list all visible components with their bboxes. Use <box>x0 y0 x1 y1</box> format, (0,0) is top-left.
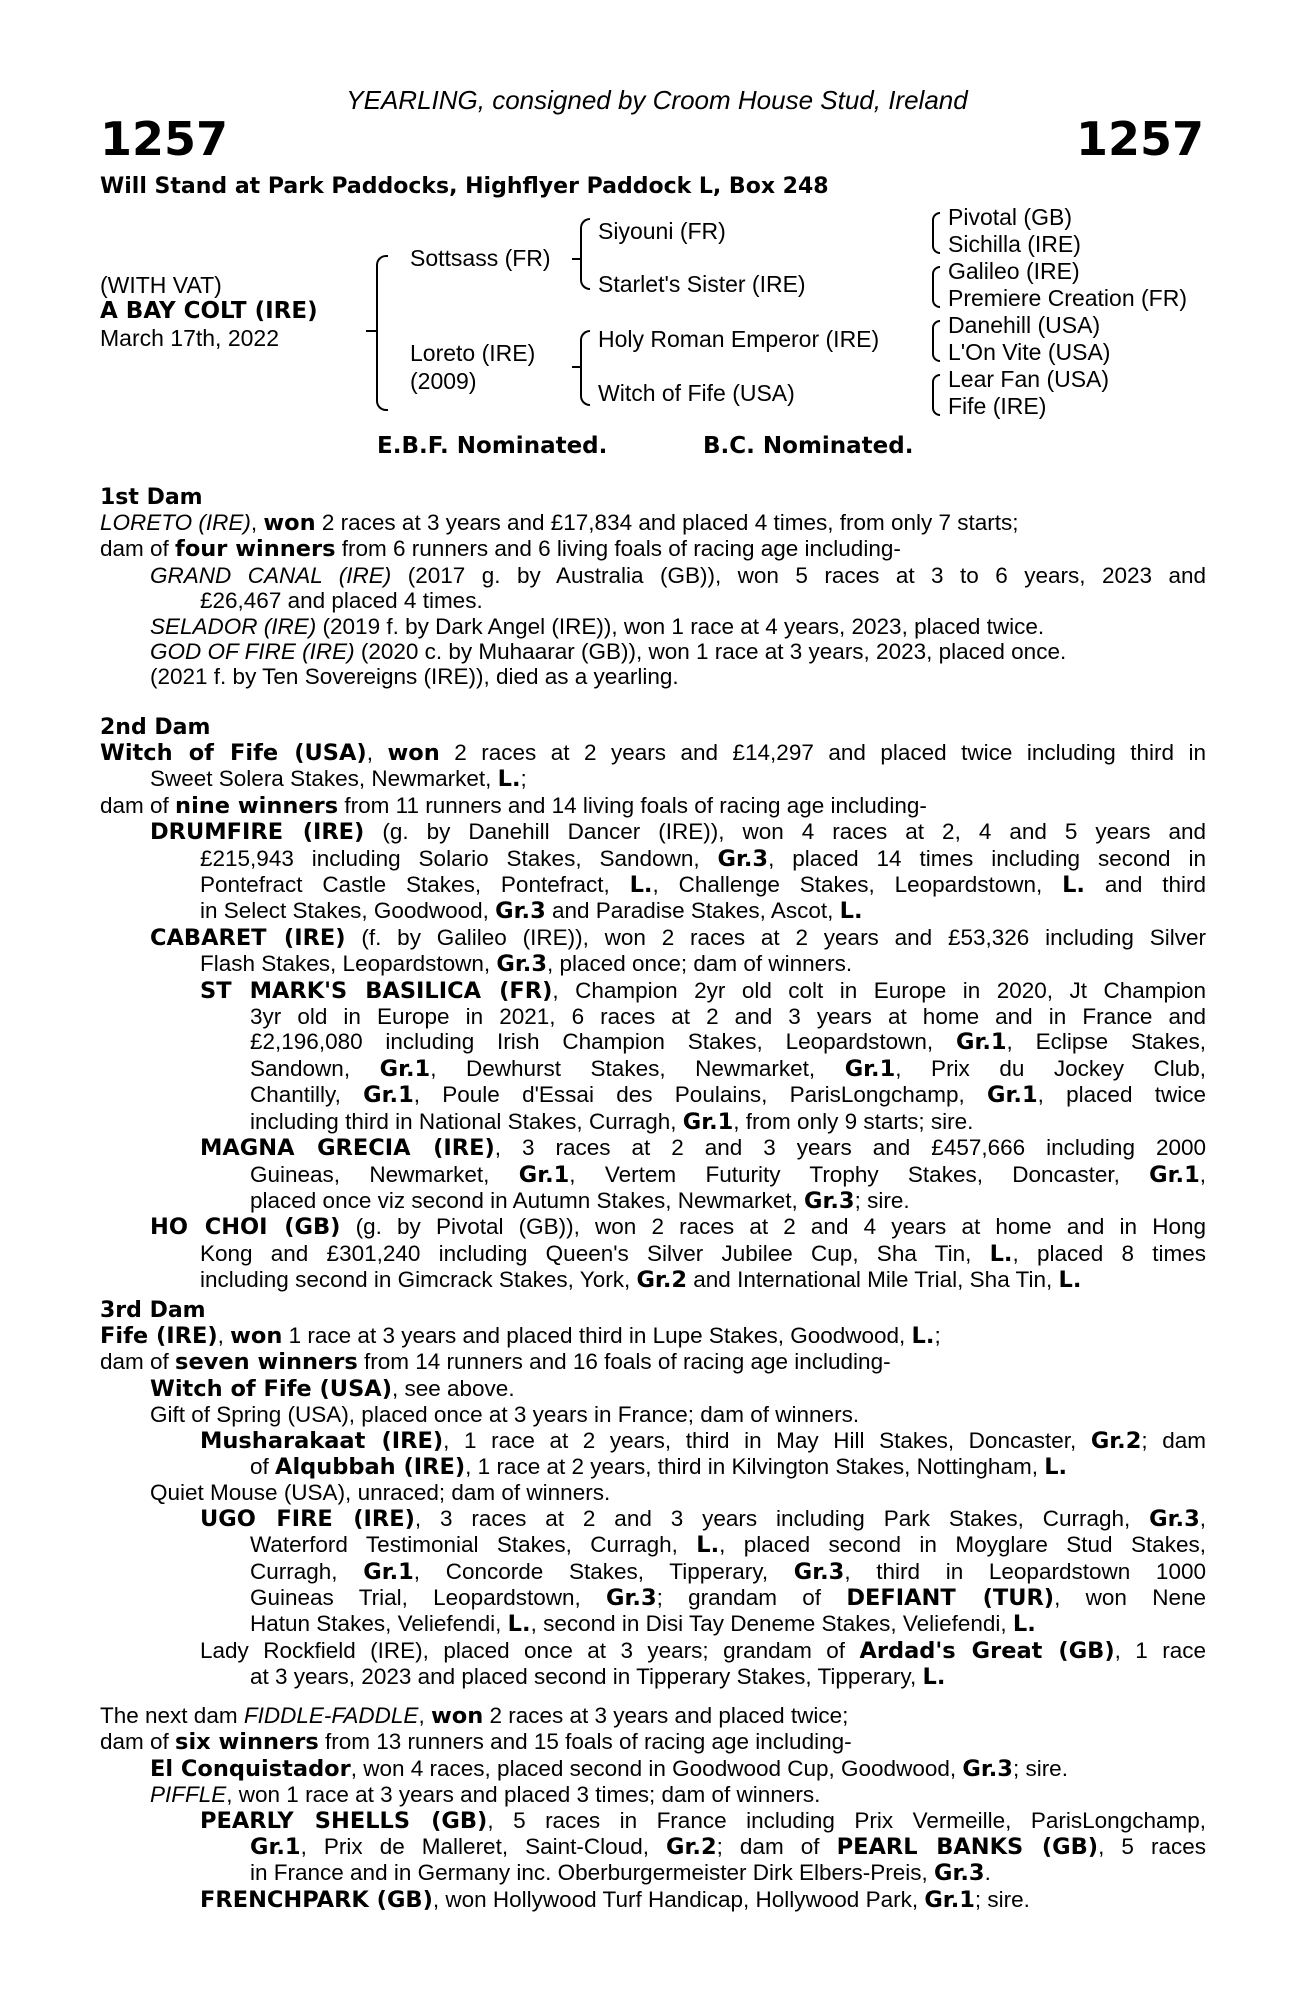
text-run: won <box>387 740 440 766</box>
text-run: CABARET (IRE) <box>150 924 346 951</box>
text-line <box>100 1162 1206 1188</box>
text-line <box>100 1082 1206 1108</box>
text-run: at 3 years, 2023 and placed second in Tipperary Stakes, Tipperary, <box>250 1664 923 1690</box>
dam: Loreto (IRE) <box>410 340 536 366</box>
text-run: L. <box>1058 1267 1082 1294</box>
text-run: ; grandam of <box>656 1585 847 1611</box>
text-run: L. <box>911 1323 935 1349</box>
text-run: , Vertem Futurity Trophy Stakes, Doncaster, <box>569 1161 1150 1187</box>
text-line <box>100 925 1206 951</box>
text-run: Sweet Solera Stakes, Newmarket, <box>150 766 498 792</box>
brace-tip <box>366 330 376 332</box>
text-run: GRAND CANAL (IRE) <box>150 562 392 588</box>
text-run: Gr.3 <box>793 1558 845 1585</box>
text-line <box>100 951 1206 977</box>
text-line <box>100 1585 1206 1611</box>
text-run: Gr.3 <box>606 1585 657 1612</box>
text-line <box>100 1323 1206 1349</box>
text-run: ST MARK'S BASILICA (FR) <box>200 977 553 1004</box>
pedigree-brace-g3 <box>932 320 940 362</box>
text-run: L. <box>989 1240 1013 1267</box>
text-line <box>100 1135 1206 1161</box>
text-run: Guineas Trial, Leopardstown, <box>250 1585 607 1611</box>
text-run: Alqubbah (IRE) <box>275 1454 466 1481</box>
text-line <box>100 872 1206 898</box>
text-run: , 1 race at 2 years, third in Kilvington Stakes, Nottingham, <box>465 1454 1045 1480</box>
text-run: four winners <box>175 536 336 563</box>
text-line <box>100 1559 1206 1585</box>
text-line <box>100 614 1206 639</box>
text-run: dam of <box>100 1729 176 1755</box>
text-run: seven winners <box>175 1349 358 1376</box>
text-run: , <box>1199 1505 1206 1531</box>
text-run: including third in National Stakes, Curragh, <box>250 1108 683 1134</box>
text-run: Gr.3 <box>496 951 547 978</box>
text-run: , Dewhurst Stakes, Newmarket, <box>430 1055 845 1081</box>
text-run: , Prix du Jockey Club, <box>895 1055 1207 1081</box>
text-run: L. <box>1012 1611 1036 1638</box>
text-run: , from only 9 starts; sire. <box>733 1108 974 1134</box>
sire-sire: Siyouni (FR) <box>598 218 726 244</box>
text-run: ; sire. <box>974 1886 1030 1912</box>
text-run: including second in Gimcrack Stakes, York, <box>200 1267 637 1293</box>
text-line <box>100 1056 1206 1082</box>
text-run: , Concorde Stakes, Tipperary, <box>413 1558 794 1584</box>
text-line: 3yr old in Europe in 2021, 6 races at 2 and 3 years at home and in France and <box>250 1004 1206 1030</box>
text-run: ; sire. <box>854 1187 910 1213</box>
text-run: L. <box>1062 872 1085 899</box>
text-run: , placed twice <box>1037 1082 1207 1108</box>
text-run: , Poule d'Essai des Poulains, ParisLongchamp, <box>413 1082 988 1108</box>
second-dam-paragraph <box>100 740 1206 1294</box>
ancestor-premiere-creation: Premiere Creation (FR) <box>948 285 1187 311</box>
text-run: FIDDLE-FADDLE <box>243 1703 419 1728</box>
text-run: , second in Disi Tay Deneme Stakes, Veliefendi, <box>530 1611 1013 1637</box>
text-run: won <box>430 1703 484 1729</box>
text-line <box>100 1506 1206 1532</box>
text-run: , won Hollywood Turf Handicap, Hollywood Park, <box>432 1886 925 1912</box>
sire-dam: Starlet's Sister (IRE) <box>598 271 806 297</box>
text-line <box>100 1267 1206 1293</box>
ebf-nomination: E.B.F. Nominated. <box>377 433 608 459</box>
pedigree-brace-g2 <box>932 266 940 308</box>
text-run: FRENCHPARK (GB) <box>200 1886 433 1913</box>
text-run: , third in Leopardstown 1000 <box>844 1558 1206 1584</box>
text-run: (2019 f. by Dark Angel (IRE)), won 1 race at 4 years, 2023, placed twice. <box>316 613 1045 639</box>
text-run: Curragh, <box>250 1558 364 1584</box>
text-run: ; <box>520 766 527 792</box>
text-run: HO CHOI (GB) <box>150 1214 341 1241</box>
text-line <box>100 1808 1206 1834</box>
text-run: , won Nene <box>1054 1585 1206 1611</box>
text-line <box>100 1454 1206 1480</box>
ancestor-fife: Fife (IRE) <box>948 393 1047 419</box>
text-run: Gr.1 <box>924 1886 975 1913</box>
pedigree-brace-dam <box>580 330 590 406</box>
text-run: Gr.2 <box>666 1834 717 1861</box>
brace-tip <box>572 258 580 260</box>
bc-nomination: B.C. Nominated. <box>703 433 914 459</box>
text-run: , Eclipse Stakes, <box>1006 1029 1206 1055</box>
lot-number-left: 1257 <box>100 112 229 166</box>
text-line <box>100 1729 1206 1755</box>
text-run: , Champion 2yr old colt in Europe in 2020, Jt Champion <box>552 977 1206 1003</box>
text-run: L. <box>629 872 653 899</box>
text-run: £215,943 including Solario Stakes, Sandown, <box>200 845 718 871</box>
text-line <box>100 563 1206 588</box>
text-run: , <box>250 510 264 535</box>
text-run: placed once viz second in Autumn Stakes, Newmarket, <box>250 1187 805 1213</box>
text-run: (g. by Pivotal (GB)), won 2 races at 2 and 4 years at home and in Hong <box>340 1214 1206 1240</box>
text-line <box>100 1188 1206 1214</box>
text-run: , Challenge Stakes, Leopardstown, <box>652 872 1063 898</box>
dam-dam: Witch of Fife (USA) <box>598 380 795 406</box>
text-run: , 5 races in France including Prix Vermeille, ParisLongchamp, <box>487 1807 1206 1833</box>
text-run: Gr.1 <box>682 1108 734 1135</box>
ancestor-sichilla: Sichilla (IRE) <box>948 231 1081 257</box>
text-run: PEARLY SHELLS (GB) <box>200 1807 488 1834</box>
text-run: PIFFLE <box>150 1782 227 1808</box>
text-run: L. <box>839 898 863 925</box>
text-run: , won 4 races, placed second in Goodwood Cup, Goodwood, <box>350 1755 963 1781</box>
text-run: Gr.1 <box>518 1161 570 1188</box>
text-run: in France and in Germany inc. Oberburgermeister Dirk Elbers-Preis, <box>250 1860 934 1886</box>
horse-description: A BAY COLT (IRE) <box>100 298 318 324</box>
text-run: Ardad's Great (GB) <box>859 1637 1115 1664</box>
text-line: Quiet Mouse (USA), unraced; dam of winners. <box>150 1480 611 1506</box>
text-run: Gr.2 <box>636 1267 688 1294</box>
text-line <box>100 1756 1206 1782</box>
text-run: , placed 8 times <box>1012 1240 1207 1266</box>
text-line <box>100 639 1206 664</box>
text-run: dam of <box>100 536 176 562</box>
text-run: L. <box>497 766 521 793</box>
text-run: DRUMFIRE (IRE) <box>150 819 365 846</box>
text-line <box>100 978 1206 1004</box>
text-run: £2,196,080 including Irish Champion Stakes, Leopardstown, <box>250 1029 956 1055</box>
text-run: 1 race at 3 years and placed third in Lupe Stakes, Goodwood, <box>282 1323 912 1348</box>
text-line <box>100 898 1206 924</box>
text-run: dam of <box>100 792 176 818</box>
text-run: Waterford Testimonial Stakes, Curragh, <box>250 1532 697 1558</box>
text-run: Gr.1 <box>363 1082 414 1109</box>
text-run: , placed second in Moyglare Stud Stakes, <box>719 1532 1206 1558</box>
text-run: nine winners <box>175 792 339 819</box>
text-run: L. <box>922 1664 946 1691</box>
dam-year: (2009) <box>410 368 477 394</box>
text-run: Flash Stakes, Leopardstown, <box>200 951 497 977</box>
text-run: from 6 runners and 6 living foals of racing age including- <box>335 536 901 562</box>
text-run: Gr.3 <box>717 845 769 872</box>
text-run: LORETO (IRE) <box>100 510 251 535</box>
text-line <box>100 1241 1206 1267</box>
text-line <box>100 510 1206 536</box>
text-line <box>100 536 1206 562</box>
pedigree-brace-g1 <box>932 212 940 254</box>
text-run: won <box>230 1323 283 1349</box>
text-run: (2017 g. by Australia (GB)), won 5 races at 3 to 6 years, 2023 and <box>391 562 1207 588</box>
text-run: Witch of Fife (USA) <box>150 1375 392 1402</box>
text-run: Gr.1 <box>955 1029 1007 1056</box>
text-run: , <box>217 1323 231 1348</box>
text-run: ; dam <box>1141 1427 1206 1453</box>
text-line <box>100 1664 1206 1690</box>
text-run: dam of <box>100 1349 176 1375</box>
text-line <box>100 1860 1206 1886</box>
text-run: L. <box>507 1611 531 1638</box>
section-heading-2nd-dam: 2nd Dam <box>100 715 211 740</box>
text-run: Gr.3 <box>804 1187 855 1214</box>
text-run: , 3 races at 2 and 3 years and £457,666 including 2000 <box>494 1135 1206 1161</box>
text-run: UGO FIRE (IRE) <box>200 1505 415 1532</box>
lot-number-right: 1257 <box>1075 112 1204 166</box>
text-run: Gr.3 <box>495 898 546 925</box>
section-heading-1st-dam: 1st Dam <box>100 485 203 510</box>
text-run: Lady Rockfield (IRE), placed once at 3 years; grandam of <box>200 1637 860 1663</box>
text-run: Gr.1 <box>844 1055 896 1082</box>
text-run: , <box>366 740 388 765</box>
venue-line: Will Stand at Park Paddocks, Highflyer Paddock L, Box 248 <box>100 174 829 199</box>
text-line <box>100 1782 1206 1807</box>
text-line <box>100 1532 1206 1558</box>
text-run: Guineas, Newmarket, <box>250 1161 519 1187</box>
vat-note: (WITH VAT) <box>100 272 222 298</box>
text-run: , 1 race <box>1114 1637 1206 1663</box>
text-run: , 3 races at 2 and 3 years including Park Stakes, Curragh, <box>414 1505 1150 1531</box>
text-line: Gift of Spring (USA), placed once at 3 years in France; dam of winners. <box>150 1402 860 1428</box>
dam-sire: Holy Roman Emperor (IRE) <box>598 326 880 352</box>
text-line <box>100 1029 1206 1055</box>
text-line <box>100 1887 1206 1913</box>
text-run: PEARL BANKS (GB) <box>836 1834 1099 1861</box>
text-run: Witch of Fife (USA) <box>100 740 367 766</box>
text-line <box>100 766 1206 792</box>
brace-tip <box>572 366 580 368</box>
text-line <box>100 819 1206 845</box>
text-run: six winners <box>175 1729 319 1756</box>
text-run: and Paradise Stakes, Ascot, <box>545 898 840 924</box>
text-run: , 5 races <box>1098 1834 1207 1860</box>
text-run: Gr.1 <box>987 1082 1038 1109</box>
text-line: £26,467 and placed 4 times. <box>200 588 483 614</box>
text-run: ; dam of <box>716 1834 837 1860</box>
text-run: , 1 race at 2 years, third in May Hill Stakes, Doncaster, <box>443 1427 1091 1453</box>
text-line <box>100 793 1206 819</box>
text-run: ; <box>934 1323 941 1348</box>
pedigree-brace-g4 <box>932 374 940 416</box>
consignment-line: YEARLING, consigned by Croom House Stud, Ireland <box>346 85 968 115</box>
foaling-date: March 17th, 2022 <box>100 325 280 351</box>
text-run: , won 1 race at 3 years and placed 3 times; dam of winners. <box>226 1782 821 1808</box>
text-run: Musharakaat (IRE) <box>200 1427 444 1454</box>
text-run: , placed 14 times including second in <box>768 845 1206 871</box>
section-heading-3rd-dam: 3rd Dam <box>100 1298 206 1323</box>
text-run: from 14 runners and 16 foals of racing age including- <box>357 1349 891 1375</box>
text-run: 2 races at 3 years and £17,834 and placed 4 times, from only 7 starts; <box>315 510 1019 535</box>
text-run: L. <box>1044 1454 1068 1481</box>
text-run: Fife (IRE) <box>100 1323 218 1349</box>
text-run: MAGNA GRECIA (IRE) <box>200 1135 495 1162</box>
text-run: El Conquistador <box>150 1755 351 1782</box>
text-line <box>100 1376 1206 1402</box>
third-dam-paragraph <box>100 1323 1206 1691</box>
text-line <box>100 1214 1206 1240</box>
text-line <box>100 1349 1206 1375</box>
text-run: , <box>418 1703 431 1728</box>
first-dam-paragraph <box>100 510 1206 690</box>
text-line <box>100 1834 1206 1860</box>
text-run: Hatun Stakes, Veliefendi, <box>250 1611 508 1637</box>
text-line <box>100 846 1206 872</box>
text-run: , <box>1199 1161 1206 1187</box>
text-run: SELADOR (IRE) <box>150 613 317 639</box>
text-run: (2020 c. by Muhaarar (GB)), won 1 race at 3 years, 2023, placed once. <box>354 639 1067 665</box>
text-run: (f. by Galileo (IRE)), won 2 races at 2 years and £53,326 including Silver <box>345 924 1206 950</box>
text-run: Chantilly, <box>250 1082 364 1108</box>
text-run: and International Mile Trial, Sha Tin, <box>687 1267 1059 1293</box>
text-run: Gr.2 <box>1090 1427 1142 1454</box>
ancestor-lon-vite: L'On Vite (USA) <box>948 339 1111 365</box>
text-line <box>100 1703 1206 1729</box>
text-run: from 11 runners and 14 living foals of racing age including- <box>338 792 927 818</box>
next-dam-paragraph <box>100 1703 1206 1913</box>
text-run: The next dam <box>100 1703 244 1728</box>
text-run: in Select Stakes, Goodwood, <box>200 898 496 924</box>
text-run: 2 races at 2 years and £14,297 and placed twice including third in <box>439 740 1206 765</box>
text-run: and third <box>1084 872 1206 898</box>
text-line <box>100 740 1206 766</box>
text-run: Gr.1 <box>363 1558 414 1585</box>
sire: Sottsass (FR) <box>410 245 551 271</box>
text-run: , see above. <box>391 1375 515 1401</box>
text-run: (g. by Danehill Dancer (IRE)), won 4 races at 2, 4 and 5 years and <box>364 819 1206 845</box>
text-run: DEFIANT (TUR) <box>846 1585 1055 1612</box>
text-run: won <box>263 510 316 536</box>
text-run: of <box>250 1454 276 1480</box>
text-run: , placed once; dam of winners. <box>546 951 853 977</box>
text-run: Kong and £301,240 including Queen's Silver Jubilee Cup, Sha Tin, <box>200 1240 990 1266</box>
text-run: 2 races at 3 years and placed twice; <box>483 1703 849 1728</box>
text-run: Sandown, <box>250 1055 380 1081</box>
text-line <box>100 1428 1206 1454</box>
text-run: Gr.3 <box>962 1755 1013 1782</box>
text-run: Gr.1 <box>1149 1161 1200 1188</box>
text-run: from 13 runners and 15 foals of racing age including- <box>318 1729 852 1755</box>
text-line <box>100 1611 1206 1637</box>
text-line: (2021 f. by Ten Sovereigns (IRE)), died as a yearling. <box>150 664 679 690</box>
ancestor-galileo: Galileo (IRE) <box>948 258 1080 284</box>
ancestor-lear-fan: Lear Fan (USA) <box>948 366 1110 392</box>
text-run: L. <box>696 1532 720 1559</box>
text-run: GOD OF FIRE (IRE) <box>150 639 355 665</box>
text-run: . <box>984 1860 991 1886</box>
text-run: , Prix de Malleret, Saint-Cloud, <box>300 1834 667 1860</box>
text-line <box>100 1109 1206 1135</box>
text-run: Gr.1 <box>250 1834 301 1861</box>
text-run: ; sire. <box>1012 1755 1068 1781</box>
ancestor-pivotal: Pivotal (GB) <box>948 204 1072 230</box>
text-run: Gr.1 <box>379 1055 431 1082</box>
pedigree-brace-sire <box>580 218 590 290</box>
pedigree-brace-main <box>376 255 388 411</box>
text-line <box>100 1638 1206 1664</box>
text-run: Pontefract Castle Stakes, Pontefract, <box>200 872 630 898</box>
text-run: Gr.3 <box>1149 1505 1200 1532</box>
text-run: Gr.3 <box>934 1860 985 1887</box>
ancestor-danehill: Danehill (USA) <box>948 312 1101 338</box>
